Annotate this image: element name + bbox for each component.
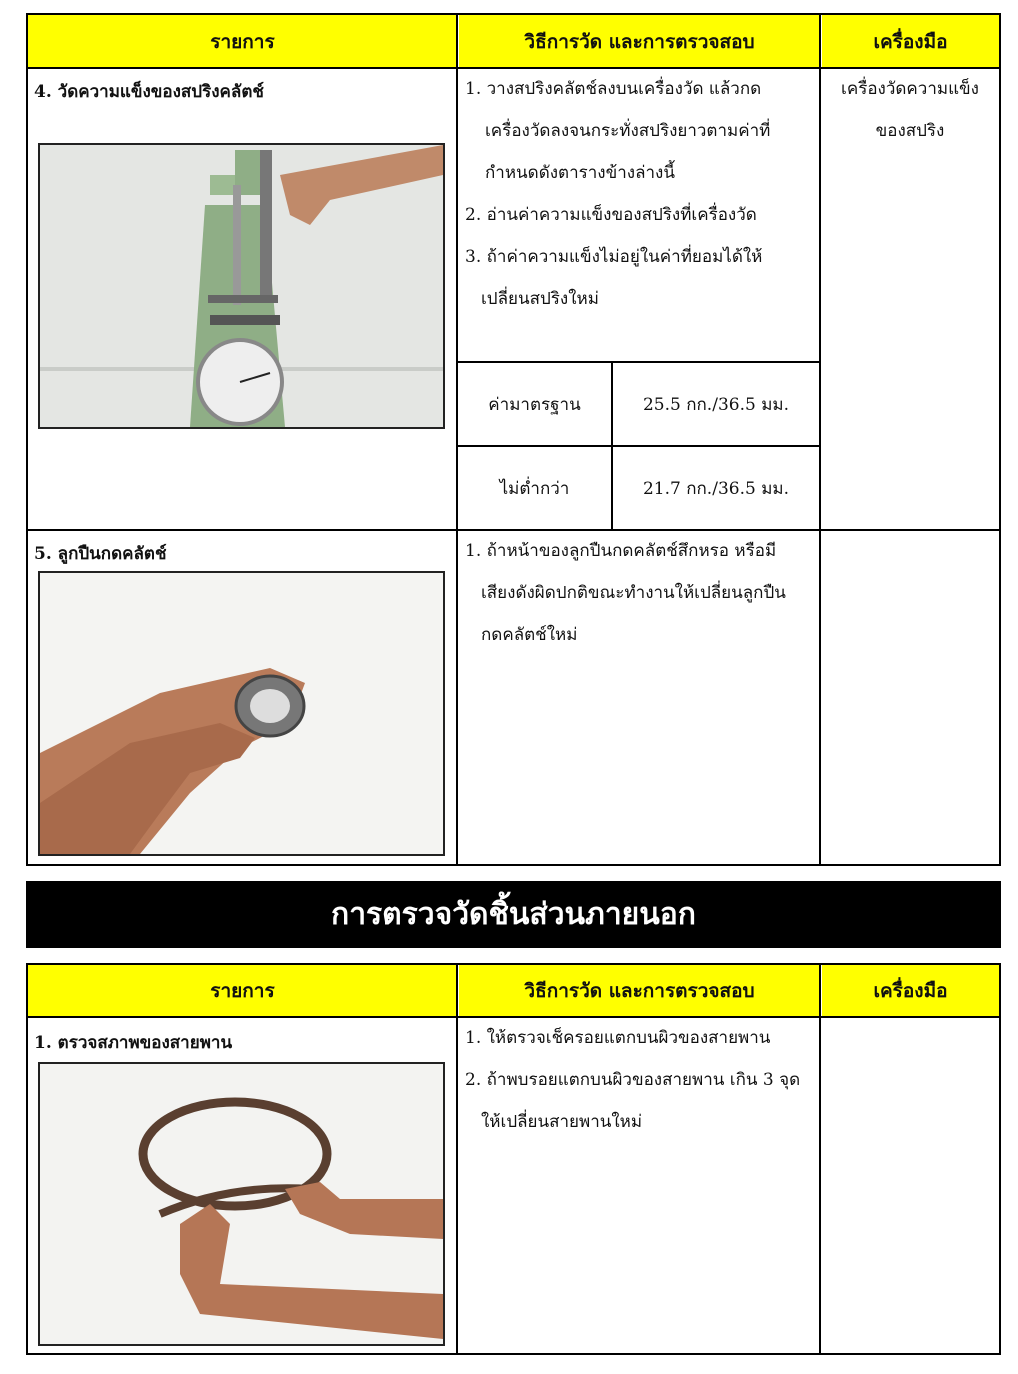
header-item: รายการ	[28, 15, 457, 68]
photo-belt	[38, 1062, 445, 1346]
tool-line: เครื่องวัดความแข็ง	[841, 79, 979, 99]
section-banner: การตรวจวัดชิ้นส่วนภายนอก	[26, 881, 1001, 948]
item-spring-hardness: 4. วัดความแข็งของสปริงคลัตช์	[34, 82, 264, 102]
header-tool: เครื่องมือ	[822, 965, 999, 1017]
step-line: ให้เปลี่ยนสายพานใหม่	[481, 1112, 643, 1132]
item-release-bearing: 5. ลูกปืนกดคลัตช์	[34, 544, 167, 564]
header-method: วิธีการวัด และการตรวจสอบ	[459, 965, 820, 1017]
spec-value-minimum: 21.7 กก./36.5 มม.	[642, 478, 790, 499]
step-line: กำหนดดังตารางข้างล่างนี้	[485, 163, 675, 183]
step-line: 1. วางสปริงคลัตช์ลงบนเครื่องวัด แล้วกด	[465, 79, 762, 99]
step-line: 1. ให้ตรวจเช็ครอยแตกบนผิวของสายพาน	[465, 1028, 771, 1048]
step-line: เครื่องวัดลงจนกระทั่งสปริงยาวตามค่าที่	[485, 121, 771, 141]
photo-release-bearing	[38, 571, 445, 856]
step-line: 3. ถ้าค่าความแข็งไม่อยู่ในค่าที่ยอมได้ให้	[465, 247, 763, 267]
step-line: เสียงดังผิดปกติขณะทำงานให้เปลี่ยนลูกปืน	[481, 583, 786, 603]
spec-label-standard: ค่ามาตรฐาน	[488, 394, 581, 415]
step-line: กดคลัตช์ใหม่	[481, 625, 578, 645]
steps-release-bearing	[465, 530, 815, 656]
header-method: วิธีการวัด และการตรวจสอบ	[459, 15, 820, 68]
step-line: 2. ถ้าพบรอยแตกบนผิวของสายพาน เกิน 3 จุด	[465, 1070, 801, 1090]
spec-value-standard: 25.5 กก./36.5 มม.	[642, 394, 790, 415]
tool-spring-tester	[821, 68, 999, 152]
steps-belt-condition	[465, 1017, 815, 1143]
photo-spring-tester	[38, 143, 445, 429]
steps-spring-hardness	[465, 68, 815, 320]
spec-label-minimum: ไม่ต่ำกว่า	[499, 478, 570, 499]
header-tool: เครื่องมือ	[822, 15, 999, 68]
item-belt-condition: 1. ตรวจสภาพของสายพาน	[34, 1033, 233, 1053]
step-line: 2. อ่านค่าความแข็งของสปริงที่เครื่องวัด	[465, 205, 757, 225]
step-line: 1. ถ้าหน้าของลูกปืนกดคลัตช์สึกหรอ หรือมี	[465, 541, 777, 561]
header-item: รายการ	[28, 965, 457, 1017]
step-line: เปลี่ยนสปริงใหม่	[481, 289, 599, 309]
tool-line: ของสปริง	[875, 121, 945, 141]
